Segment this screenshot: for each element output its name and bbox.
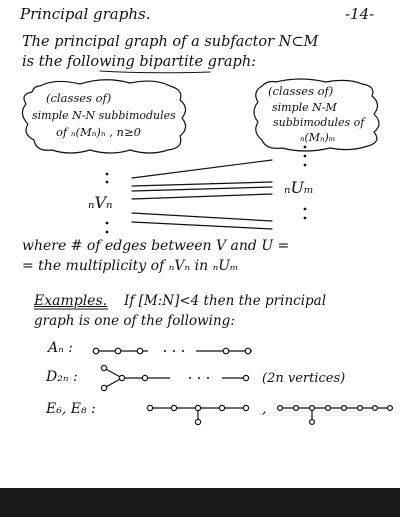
vertical-dots	[106, 146, 307, 234]
right-bubble-line-2: simple N-M	[272, 101, 337, 114]
example-label-e: E₆, E₈ :	[46, 401, 96, 417]
right-bubble-line-1: (classes of)	[268, 84, 334, 98]
statement-line-2: = the multiplicity of ₙVₙ in ₙUₘ	[22, 258, 239, 274]
example-note-d: (2n vertices)	[262, 371, 346, 386]
right-bubble-line-3: subbimodules of	[273, 116, 365, 129]
example-label-a: Aₙ :	[48, 340, 73, 356]
right-bubble-outline	[254, 79, 379, 151]
left-vertex-label: ₙVₙ	[88, 193, 113, 212]
graph-edge	[132, 213, 272, 221]
statement-line-1: where # of edges between V and U =	[22, 238, 290, 254]
graph-edge	[132, 194, 272, 199]
right-bubble-line-4: ₙ(Mₙ)ₘ	[300, 131, 336, 144]
left-bubble-line-3: of ₙ(Mₙ)ₙ , n≥0	[56, 125, 141, 139]
examples-line-1: If [M:N]<4 then the principal	[124, 293, 327, 309]
page-title: Principal graphs.	[20, 5, 151, 23]
right-vertex-label: ₙUₘ	[284, 178, 314, 197]
a-n-diagram	[93, 348, 252, 354]
intro-line-2: is the following bipartite graph:	[22, 54, 257, 70]
graph-dots: · · ·	[210, 179, 226, 190]
page-number: -14-	[345, 5, 375, 23]
d-2n-diagram	[101, 365, 248, 390]
graph-edge	[132, 160, 272, 178]
examples-line-2: graph is one of the following:	[34, 313, 235, 329]
intro-line-1: The principal graph of a subfactor N⊂M	[22, 34, 319, 50]
example-separator: ,	[262, 401, 267, 417]
left-bubble-outline	[22, 80, 185, 153]
graph-edge	[132, 182, 272, 186]
graph-edge	[132, 187, 272, 191]
left-bubble-line-1: (classes of)	[46, 91, 112, 105]
example-label-d: D₂ₙ :	[46, 369, 78, 385]
e8-diagram	[278, 406, 393, 425]
left-bubble-line-2: simple N-N subbimodules	[32, 109, 176, 122]
scan-bottom-border	[0, 488, 400, 517]
examples-heading: Examples.	[34, 293, 108, 309]
e6-diagram	[147, 405, 248, 424]
graph-edge	[132, 222, 272, 229]
